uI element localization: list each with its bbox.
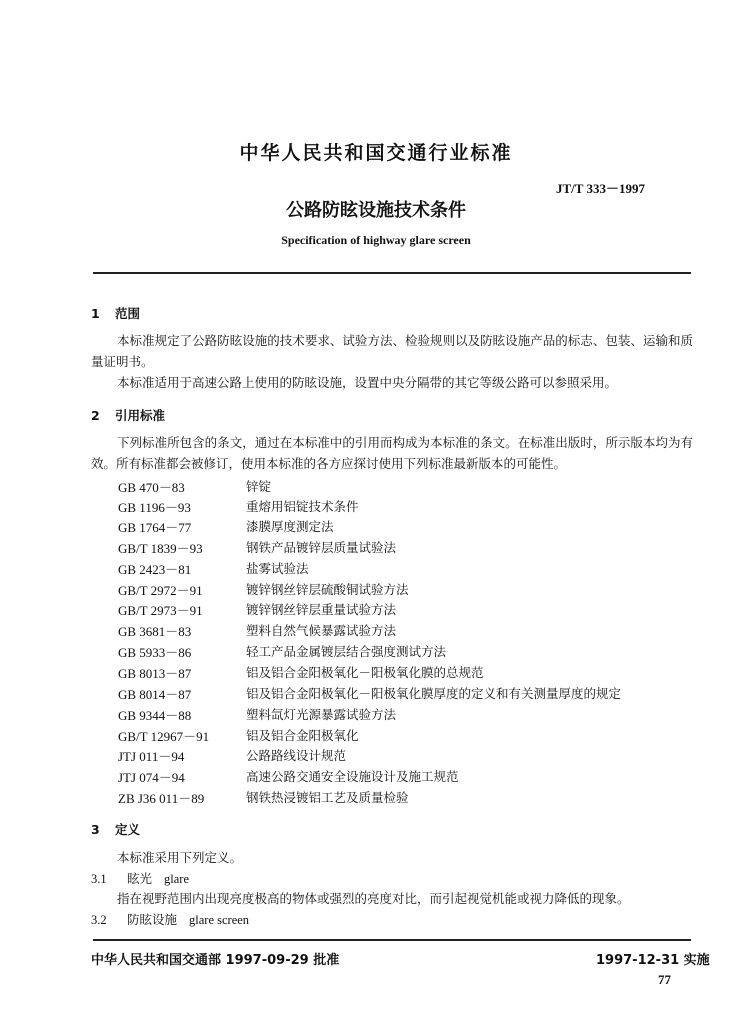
ref-title: 铝及铝合金阳极氧化－阳极氧化膜厚度的定义和有关测量厚度的规定 bbox=[246, 686, 622, 701]
section-title: 引用标准 bbox=[115, 408, 166, 423]
definition-3-1 bbox=[91, 869, 189, 887]
ref-title: 镀锌钢丝锌层重量试验方法 bbox=[246, 602, 397, 617]
ref-title: 重熔用铝锭技术条件 bbox=[246, 499, 359, 514]
ref-title: 铝及铝合金阳极氧化－阳极氧化膜的总规范 bbox=[246, 665, 484, 680]
section-3-paragraph-1: 本标准采用下列定义。 bbox=[117, 850, 243, 865]
section-2-paragraph-1: 下列标准所包含的条文，通过在本标准中的引用而构成为本标准的条文。在标准出版时，所示版本均为有效。所有标准都会被修订，使用本标准的各方应探讨使用下列标准最新版本的可能性。 bbox=[91, 435, 693, 471]
ref-code: JTJ 011－94 bbox=[118, 749, 185, 764]
ref-code: GB 1764－77 bbox=[118, 520, 192, 535]
definition-term: 防眩设施 bbox=[127, 912, 178, 927]
ref-title: 铝及铝合金阳极氧化 bbox=[246, 728, 359, 743]
definition-term-en: glare bbox=[164, 872, 189, 886]
ref-code: GB 1196－93 bbox=[118, 500, 191, 515]
ref-code: GB 8014－87 bbox=[118, 687, 192, 702]
ref-code: GB/T 2972－91 bbox=[118, 583, 203, 598]
section-1-heading bbox=[91, 304, 140, 322]
ref-code: GB/T 1839－93 bbox=[118, 541, 203, 556]
page-number: 77 bbox=[658, 972, 671, 987]
ref-code: JTJ 074－94 bbox=[118, 770, 185, 785]
definition-3-2 bbox=[91, 910, 249, 928]
section-1-paragraph-1: 本标准规定了公路防眩设施的技术要求、试验方法、检验规则以及防眩设施产品的标志、包装、运输和质量证明书。 bbox=[91, 333, 693, 369]
ref-code: GB 470－83 bbox=[118, 480, 185, 495]
ref-code: GB 5933－86 bbox=[118, 645, 192, 660]
section-title: 范围 bbox=[115, 306, 141, 321]
section-number: 3 bbox=[91, 822, 100, 837]
document-subtitle: Specification of highway glare screen bbox=[281, 233, 471, 247]
ref-title: 公路路线设计规范 bbox=[246, 748, 347, 763]
ref-title: 盐雾试验法 bbox=[246, 561, 309, 576]
section-3-heading bbox=[91, 820, 140, 838]
ref-code: ZB J36 011－89 bbox=[118, 791, 205, 806]
org-title: 中华人民共和国交通行业标准 bbox=[239, 142, 513, 164]
definition-number: 3.1 bbox=[91, 872, 107, 886]
footer-divider bbox=[93, 939, 691, 941]
ref-code: GB 9344－88 bbox=[118, 708, 192, 723]
section-1-paragraph-2: 本标准适用于高速公路上使用的防眩设施，设置中央分隔带的其它等级公路可以参照采用。 bbox=[117, 375, 618, 390]
ref-title: 镀锌钢丝锌层硫酸铜试验方法 bbox=[246, 582, 409, 597]
ref-code: GB 8013－87 bbox=[118, 666, 192, 681]
ref-code: GB 2423－81 bbox=[118, 562, 192, 577]
section-number: 2 bbox=[91, 408, 100, 423]
section-2-heading bbox=[91, 406, 165, 424]
standard-number: JT/T 333－1997 bbox=[556, 181, 645, 196]
ref-title: 漆膜厚度测定法 bbox=[246, 519, 334, 534]
section-number: 1 bbox=[91, 306, 100, 321]
ref-code: GB 3681－83 bbox=[118, 624, 192, 639]
header-divider bbox=[93, 272, 691, 274]
definition-3-1-text: 指在视野范围内出现亮度极高的物体或强烈的亮度对比，而引起视觉机能或视力降低的现象。 bbox=[117, 891, 630, 906]
definition-number: 3.2 bbox=[91, 913, 107, 927]
ref-title: 钢铁热浸镀铝工艺及质量检验 bbox=[246, 790, 409, 805]
definition-term-en: glare screen bbox=[189, 913, 250, 927]
definition-term: 眩光 bbox=[127, 871, 153, 886]
ref-title: 塑料自然气候暴露试验方法 bbox=[246, 623, 397, 638]
document-title: 公路防眩设施技术条件 bbox=[286, 200, 466, 221]
ref-code: GB/T 2973－91 bbox=[118, 603, 203, 618]
ref-code: GB/T 12967－91 bbox=[118, 729, 210, 744]
implementation-date: 1997-12-31 实施 bbox=[596, 953, 710, 968]
approval-note: 中华人民共和国交通部 1997-09-29 批准 bbox=[91, 953, 340, 968]
section-title: 定义 bbox=[115, 822, 141, 837]
ref-title: 高速公路交通安全设施设计及施工规范 bbox=[246, 769, 459, 784]
ref-title: 锌锭 bbox=[246, 479, 272, 494]
ref-title: 轻工产品金属镀层结合强度测试方法 bbox=[246, 644, 447, 659]
ref-title: 钢铁产品镀锌层质量试验法 bbox=[246, 540, 397, 555]
ref-title: 塑料氙灯光源暴露试验方法 bbox=[246, 707, 397, 722]
